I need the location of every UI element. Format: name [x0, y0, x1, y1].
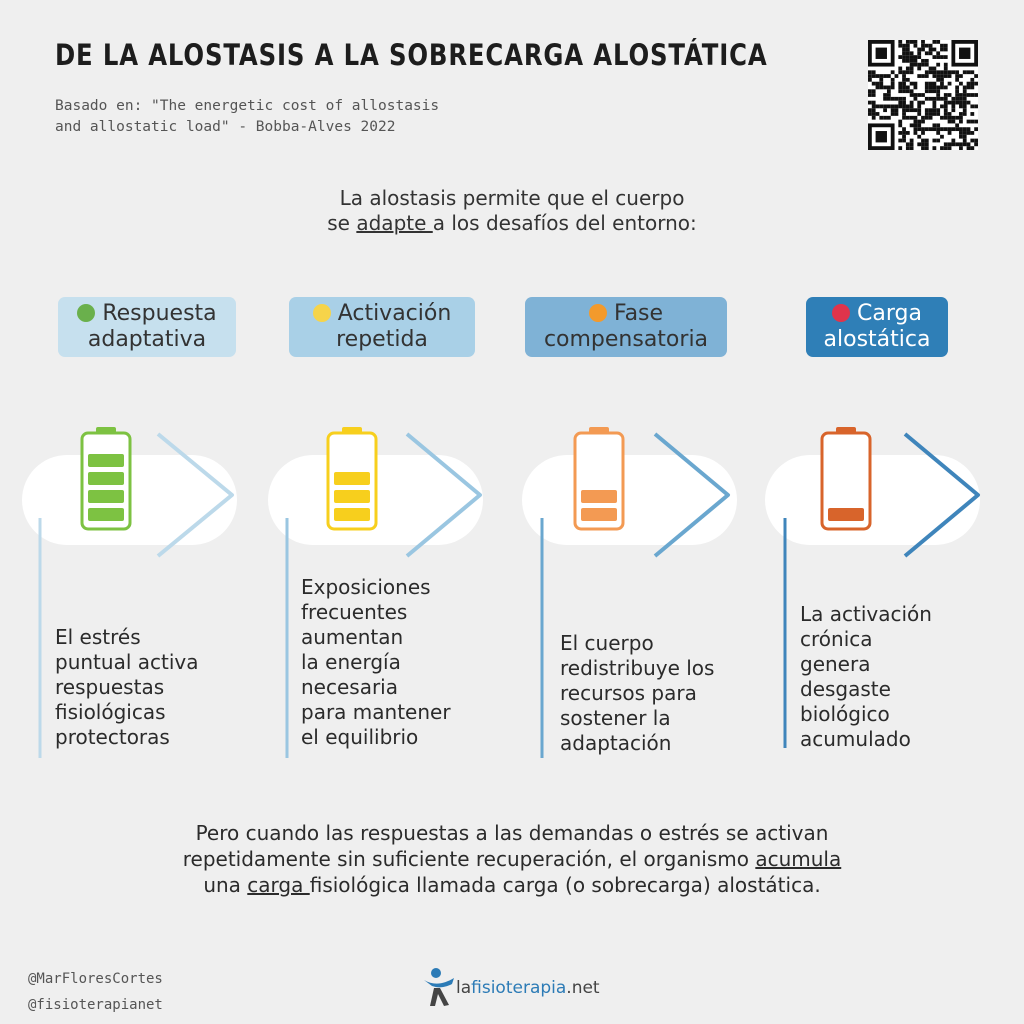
battery-segment [334, 508, 370, 521]
logo-name: fisioterapia [471, 978, 567, 998]
conclusion-line-3 [112, 872, 912, 898]
conclusion-line-1: Pero cuando las respuestas a las demandas o estrés se activan [195, 821, 829, 845]
handle-mar-flores-cortes[interactable]: @MarFloresCortes [28, 971, 163, 987]
source-line-1: Basado en: "The energetic cost of allostasis [55, 98, 440, 114]
underlined-carga: carga [247, 873, 310, 897]
logo-suffix: .net [566, 978, 600, 998]
stage-3-pill [522, 455, 737, 545]
conclusion-line-3-pre: una [203, 873, 248, 897]
battery-segment [88, 472, 124, 485]
handle-fisioterapianet[interactable]: @fisioterapianet [28, 997, 163, 1013]
page-title: DE LA ALOSTASIS A LA SOBRECARGA ALOSTÁTICA [55, 38, 768, 72]
battery-segment [88, 490, 124, 503]
underlined-acumula: acumula [755, 847, 842, 871]
intro-line-2-post: a los desafíos del entorno: [432, 211, 697, 235]
conclusion-line-3-post: fisiológica llamada carga (o sobrecarga) alostática. [309, 873, 821, 897]
person-logo-icon [422, 966, 456, 1010]
battery-segment [828, 508, 864, 521]
stage-2-description: Exposiciones frecuentes aumentan la energía necesaria para mantener el equilibrio [301, 575, 451, 749]
battery-segment [88, 454, 124, 467]
conclusion-line-2 [112, 846, 912, 872]
source-line-2: and allostatic load" - Bobba-Alves 2022 [55, 119, 396, 135]
site-logo[interactable] [456, 978, 600, 998]
battery-segment [581, 508, 617, 521]
stage-label-line1: Fase [613, 301, 664, 326]
stage-label-line1: Respuesta [102, 301, 217, 326]
battery-icon-low [822, 427, 870, 529]
stage-label-line1: Carga [857, 301, 922, 326]
social-handles [28, 966, 163, 1018]
logo-prefix: la [456, 978, 472, 998]
battery-segment [334, 472, 370, 485]
battery-segment [334, 490, 370, 503]
stage-4-description: La activación crónica genera desgaste biológico acumulado [800, 602, 932, 751]
stage-3-description: El cuerpo redistribuye los recursos para sostener la adaptación [560, 631, 715, 755]
conclusion-text [112, 820, 912, 898]
battery-icon-half [575, 427, 623, 529]
battery-segment [581, 490, 617, 503]
stage-1-description: El estrés puntual activa respuestas fisiológicas protectoras [55, 625, 199, 749]
conclusion-line-2-pre: repetidamente sin suficiente recuperación, el organismo [182, 847, 756, 871]
stage-label-line2: alostática [823, 327, 931, 352]
battery-icon-full [82, 427, 130, 529]
battery-icon-three-quarters [328, 427, 376, 529]
stage-label-line2: adaptativa [87, 327, 207, 352]
intro-underlined-word: adapte [356, 211, 433, 235]
stage-label-line2: repetida [336, 327, 428, 352]
stage-label-line2: compensatoria [543, 327, 709, 352]
intro-line-2-pre: se [327, 211, 357, 235]
battery-segment [88, 508, 124, 521]
stage-label-line1: Activación [337, 301, 452, 326]
intro-line-1: La alostasis permite que el cuerpo [339, 186, 685, 210]
